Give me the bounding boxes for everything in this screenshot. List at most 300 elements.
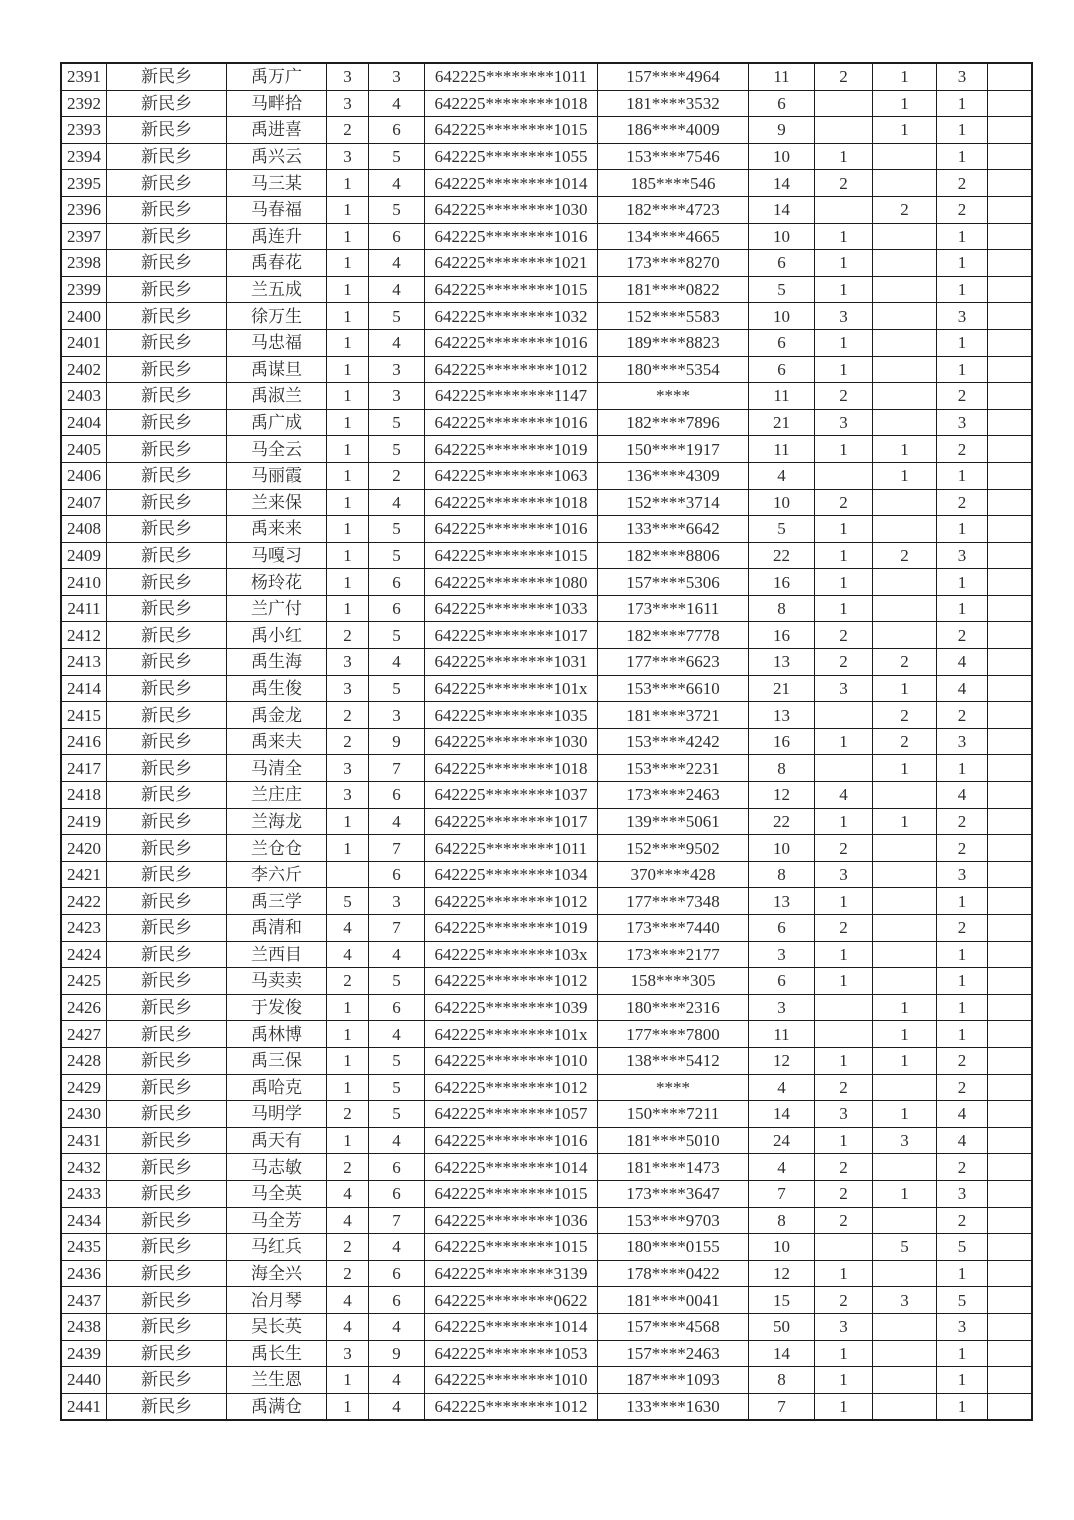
count-b-cell: 4 (369, 1313, 425, 1340)
value-2-cell: 1 (815, 436, 873, 463)
row-number-cell: 2426 (61, 994, 107, 1021)
township-cell: 新民乡 (107, 808, 227, 835)
value-3-cell (873, 303, 937, 330)
value-1-cell: 10 (749, 143, 815, 170)
row-number-cell: 2401 (61, 329, 107, 356)
value-1-cell: 4 (749, 1074, 815, 1101)
value-2-cell: 1 (815, 250, 873, 277)
township-cell: 新民乡 (107, 782, 227, 809)
value-4-cell: 1 (937, 1340, 988, 1367)
count-b-cell: 2 (369, 462, 425, 489)
value-3-cell (873, 782, 937, 809)
count-a-cell: 3 (327, 649, 369, 676)
row-number-cell: 2410 (61, 569, 107, 596)
phone-masked-cell: 186****4009 (598, 117, 749, 144)
count-b-cell: 4 (369, 329, 425, 356)
value-2-cell (815, 702, 873, 729)
phone-masked-cell: 370****428 (598, 861, 749, 888)
count-a-cell: 1 (327, 409, 369, 436)
blank-cell (988, 1207, 1033, 1234)
township-cell: 新民乡 (107, 462, 227, 489)
count-b-cell: 4 (369, 1367, 425, 1394)
table-row (61, 1287, 1032, 1314)
table-row (61, 915, 1032, 942)
row-number-cell: 2403 (61, 383, 107, 410)
id-number-masked-cell: 642225********1018 (425, 755, 598, 782)
township-cell: 新民乡 (107, 143, 227, 170)
value-1-cell: 10 (749, 303, 815, 330)
blank-cell (988, 649, 1033, 676)
id-number-masked-cell: 642225********1030 (425, 196, 598, 223)
value-4-cell: 1 (937, 1367, 988, 1394)
count-a-cell: 1 (327, 808, 369, 835)
row-number-cell: 2433 (61, 1180, 107, 1207)
table-row (61, 755, 1032, 782)
count-b-cell: 4 (369, 170, 425, 197)
count-a-cell: 4 (327, 1287, 369, 1314)
value-1-cell: 22 (749, 808, 815, 835)
count-b-cell: 5 (369, 436, 425, 463)
value-2-cell (815, 196, 873, 223)
row-number-cell: 2427 (61, 1021, 107, 1048)
table-row (61, 622, 1032, 649)
blank-cell (988, 1313, 1033, 1340)
township-cell: 新民乡 (107, 489, 227, 516)
count-a-cell: 5 (327, 888, 369, 915)
township-cell: 新民乡 (107, 675, 227, 702)
township-cell: 新民乡 (107, 1207, 227, 1234)
count-b-cell: 6 (369, 861, 425, 888)
id-number-masked-cell: 642225********1039 (425, 994, 598, 1021)
count-a-cell: 2 (327, 622, 369, 649)
id-number-masked-cell: 642225********1016 (425, 516, 598, 543)
count-b-cell: 4 (369, 1393, 425, 1420)
count-a-cell: 4 (327, 915, 369, 942)
table-row (61, 1207, 1032, 1234)
blank-cell (988, 1154, 1033, 1181)
value-4-cell: 2 (937, 196, 988, 223)
value-1-cell: 16 (749, 728, 815, 755)
phone-masked-cell: 152****9502 (598, 835, 749, 862)
phone-masked-cell: 157****4568 (598, 1313, 749, 1340)
id-number-masked-cell: 642225********1012 (425, 888, 598, 915)
count-a-cell: 1 (327, 516, 369, 543)
table-row (61, 994, 1032, 1021)
table-row (61, 356, 1032, 383)
value-3-cell (873, 383, 937, 410)
value-3-cell (873, 622, 937, 649)
township-cell: 新民乡 (107, 1313, 227, 1340)
phone-masked-cell: **** (598, 1074, 749, 1101)
value-1-cell: 7 (749, 1180, 815, 1207)
row-number-cell: 2412 (61, 622, 107, 649)
blank-cell (988, 835, 1033, 862)
township-cell: 新民乡 (107, 595, 227, 622)
value-3-cell: 1 (873, 1021, 937, 1048)
phone-masked-cell: 180****2316 (598, 994, 749, 1021)
count-b-cell: 5 (369, 143, 425, 170)
value-4-cell: 2 (937, 1047, 988, 1074)
blank-cell (988, 409, 1033, 436)
value-2-cell: 2 (815, 1074, 873, 1101)
table-row (61, 1127, 1032, 1154)
township-cell: 新民乡 (107, 1074, 227, 1101)
blank-cell (988, 1047, 1033, 1074)
blank-cell (988, 702, 1033, 729)
blank-cell (988, 1234, 1033, 1261)
blank-cell (988, 223, 1033, 250)
blank-cell (988, 782, 1033, 809)
value-4-cell: 1 (937, 462, 988, 489)
value-1-cell: 13 (749, 702, 815, 729)
value-4-cell: 2 (937, 702, 988, 729)
value-3-cell: 5 (873, 1234, 937, 1261)
value-1-cell: 3 (749, 941, 815, 968)
value-3-cell (873, 1154, 937, 1181)
value-4-cell: 1 (937, 250, 988, 277)
count-a-cell: 1 (327, 196, 369, 223)
person-name-cell: 禹春花 (227, 250, 327, 277)
table-row (61, 276, 1032, 303)
count-a-cell: 4 (327, 1207, 369, 1234)
id-number-masked-cell: 642225********1015 (425, 276, 598, 303)
phone-masked-cell: 180****5354 (598, 356, 749, 383)
value-4-cell: 3 (937, 728, 988, 755)
phone-masked-cell: 181****3532 (598, 90, 749, 117)
value-3-cell (873, 1393, 937, 1420)
value-1-cell: 11 (749, 436, 815, 463)
value-2-cell: 1 (815, 276, 873, 303)
value-4-cell: 4 (937, 1127, 988, 1154)
table-row (61, 489, 1032, 516)
person-name-cell: 禹哈克 (227, 1074, 327, 1101)
value-4-cell: 2 (937, 915, 988, 942)
value-3-cell (873, 968, 937, 995)
value-1-cell: 11 (749, 63, 815, 90)
person-name-cell: 禹生俊 (227, 675, 327, 702)
table-row (61, 675, 1032, 702)
value-2-cell: 3 (815, 861, 873, 888)
value-1-cell: 7 (749, 1393, 815, 1420)
value-4-cell: 2 (937, 170, 988, 197)
value-1-cell: 15 (749, 1287, 815, 1314)
count-a-cell: 1 (327, 595, 369, 622)
count-b-cell: 6 (369, 117, 425, 144)
blank-cell (988, 915, 1033, 942)
id-number-masked-cell: 642225********1018 (425, 90, 598, 117)
value-2-cell (815, 994, 873, 1021)
township-cell: 新民乡 (107, 90, 227, 117)
person-name-cell: 马嘎习 (227, 542, 327, 569)
township-cell: 新民乡 (107, 1234, 227, 1261)
phone-masked-cell: 153****7546 (598, 143, 749, 170)
township-cell: 新民乡 (107, 1393, 227, 1420)
value-4-cell: 1 (937, 276, 988, 303)
table-row (61, 1340, 1032, 1367)
person-name-cell: 兰西目 (227, 941, 327, 968)
value-3-cell: 1 (873, 462, 937, 489)
count-a-cell: 1 (327, 303, 369, 330)
count-b-cell: 5 (369, 675, 425, 702)
person-name-cell: 兰仓仓 (227, 835, 327, 862)
row-number-cell: 2432 (61, 1154, 107, 1181)
value-2-cell: 1 (815, 888, 873, 915)
value-3-cell: 1 (873, 63, 937, 90)
value-4-cell: 1 (937, 356, 988, 383)
person-name-cell: 禹金龙 (227, 702, 327, 729)
count-a-cell: 3 (327, 90, 369, 117)
count-a-cell: 1 (327, 835, 369, 862)
id-number-masked-cell: 642225********101x (425, 675, 598, 702)
table-row (61, 542, 1032, 569)
row-number-cell: 2416 (61, 728, 107, 755)
blank-cell (988, 90, 1033, 117)
count-a-cell: 2 (327, 728, 369, 755)
count-a-cell: 1 (327, 276, 369, 303)
table-row (61, 861, 1032, 888)
phone-masked-cell: 185****546 (598, 170, 749, 197)
table-row (61, 595, 1032, 622)
blank-cell (988, 675, 1033, 702)
value-4-cell: 2 (937, 436, 988, 463)
person-name-cell: 马畔拾 (227, 90, 327, 117)
table-row (61, 1393, 1032, 1420)
value-1-cell: 10 (749, 1234, 815, 1261)
count-a-cell: 1 (327, 383, 369, 410)
id-number-masked-cell: 642225********1010 (425, 1047, 598, 1074)
value-1-cell: 14 (749, 1101, 815, 1128)
id-number-masked-cell: 642225********1016 (425, 409, 598, 436)
township-cell: 新民乡 (107, 569, 227, 596)
value-2-cell: 1 (815, 595, 873, 622)
value-4-cell: 3 (937, 1313, 988, 1340)
count-b-cell: 6 (369, 1260, 425, 1287)
table-row (61, 383, 1032, 410)
table-row (61, 1260, 1032, 1287)
row-number-cell: 2421 (61, 861, 107, 888)
table-row (61, 782, 1032, 809)
person-name-cell: 禹天有 (227, 1127, 327, 1154)
township-cell: 新民乡 (107, 1260, 227, 1287)
value-1-cell: 8 (749, 1207, 815, 1234)
value-2-cell: 1 (815, 1127, 873, 1154)
value-2-cell: 2 (815, 63, 873, 90)
id-number-masked-cell: 642225********1016 (425, 1127, 598, 1154)
value-4-cell: 3 (937, 409, 988, 436)
blank-cell (988, 542, 1033, 569)
phone-masked-cell: 152****5583 (598, 303, 749, 330)
count-b-cell: 5 (369, 516, 425, 543)
value-3-cell (873, 276, 937, 303)
value-4-cell: 1 (937, 941, 988, 968)
table-row (61, 888, 1032, 915)
table-row (61, 329, 1032, 356)
blank-cell (988, 808, 1033, 835)
row-number-cell: 2400 (61, 303, 107, 330)
id-number-masked-cell: 642225********0622 (425, 1287, 598, 1314)
phone-masked-cell: 173****2463 (598, 782, 749, 809)
value-2-cell (815, 117, 873, 144)
phone-masked-cell: 181****0822 (598, 276, 749, 303)
table-row (61, 835, 1032, 862)
phone-masked-cell: 178****0422 (598, 1260, 749, 1287)
value-4-cell: 1 (937, 755, 988, 782)
value-4-cell: 1 (937, 968, 988, 995)
table-row (61, 462, 1032, 489)
blank-cell (988, 489, 1033, 516)
table-row (61, 436, 1032, 463)
person-name-cell: 禹万广 (227, 63, 327, 90)
value-3-cell (873, 861, 937, 888)
blank-cell (988, 196, 1033, 223)
count-a-cell: 3 (327, 675, 369, 702)
value-1-cell: 6 (749, 968, 815, 995)
count-a-cell: 1 (327, 569, 369, 596)
table-row (61, 941, 1032, 968)
township-cell: 新民乡 (107, 516, 227, 543)
phone-masked-cell: 153****6610 (598, 675, 749, 702)
value-2-cell: 1 (815, 728, 873, 755)
blank-cell (988, 861, 1033, 888)
count-b-cell: 4 (369, 1234, 425, 1261)
township-cell: 新民乡 (107, 861, 227, 888)
table-row (61, 196, 1032, 223)
id-number-masked-cell: 642225********1014 (425, 1154, 598, 1181)
value-1-cell: 50 (749, 1313, 815, 1340)
value-3-cell: 3 (873, 1287, 937, 1314)
row-number-cell: 2439 (61, 1340, 107, 1367)
value-3-cell (873, 1207, 937, 1234)
row-number-cell: 2422 (61, 888, 107, 915)
phone-masked-cell: 157****5306 (598, 569, 749, 596)
blank-cell (988, 622, 1033, 649)
value-1-cell: 16 (749, 622, 815, 649)
count-b-cell: 4 (369, 1021, 425, 1048)
township-cell: 新民乡 (107, 1367, 227, 1394)
table-row (61, 303, 1032, 330)
person-name-cell: 禹淑兰 (227, 383, 327, 410)
blank-cell (988, 1260, 1033, 1287)
count-b-cell: 5 (369, 1101, 425, 1128)
table-row (61, 1234, 1032, 1261)
table-row (61, 1180, 1032, 1207)
value-1-cell: 11 (749, 383, 815, 410)
blank-cell (988, 329, 1033, 356)
township-cell: 新民乡 (107, 1154, 227, 1181)
person-name-cell: 禹连升 (227, 223, 327, 250)
count-b-cell: 4 (369, 90, 425, 117)
person-name-cell: 禹来夫 (227, 728, 327, 755)
row-number-cell: 2404 (61, 409, 107, 436)
table-row (61, 1367, 1032, 1394)
blank-cell (988, 462, 1033, 489)
value-1-cell: 6 (749, 90, 815, 117)
row-number-cell: 2419 (61, 808, 107, 835)
row-number-cell: 2425 (61, 968, 107, 995)
table-row (61, 1101, 1032, 1128)
blank-cell (988, 1127, 1033, 1154)
count-b-cell: 6 (369, 569, 425, 596)
id-number-masked-cell: 642225********101x (425, 1021, 598, 1048)
person-name-cell: 兰来保 (227, 489, 327, 516)
value-2-cell: 3 (815, 675, 873, 702)
blank-cell (988, 516, 1033, 543)
id-number-masked-cell: 642225********1012 (425, 1074, 598, 1101)
township-cell: 新民乡 (107, 303, 227, 330)
row-number-cell: 2420 (61, 835, 107, 862)
count-a-cell: 1 (327, 1074, 369, 1101)
value-4-cell: 1 (937, 143, 988, 170)
row-number-cell: 2396 (61, 196, 107, 223)
row-number-cell: 2415 (61, 702, 107, 729)
blank-cell (988, 595, 1033, 622)
value-2-cell: 4 (815, 782, 873, 809)
value-2-cell: 2 (815, 489, 873, 516)
count-a-cell: 1 (327, 994, 369, 1021)
id-number-masked-cell: 642225********103x (425, 941, 598, 968)
id-number-masked-cell: 642225********1033 (425, 595, 598, 622)
value-3-cell: 1 (873, 1101, 937, 1128)
count-b-cell: 5 (369, 1047, 425, 1074)
value-1-cell: 10 (749, 489, 815, 516)
table-row (61, 808, 1032, 835)
row-number-cell: 2408 (61, 516, 107, 543)
value-1-cell: 21 (749, 409, 815, 436)
person-name-cell: 马全云 (227, 436, 327, 463)
township-cell: 新民乡 (107, 196, 227, 223)
value-1-cell: 4 (749, 462, 815, 489)
blank-cell (988, 170, 1033, 197)
table-row (61, 1154, 1032, 1181)
value-2-cell: 1 (815, 223, 873, 250)
count-a-cell: 3 (327, 782, 369, 809)
value-2-cell: 3 (815, 1101, 873, 1128)
blank-cell (988, 356, 1033, 383)
blank-cell (988, 728, 1033, 755)
phone-masked-cell: 153****4242 (598, 728, 749, 755)
township-cell: 新民乡 (107, 63, 227, 90)
row-number-cell: 2405 (61, 436, 107, 463)
value-2-cell: 2 (815, 649, 873, 676)
value-4-cell: 1 (937, 329, 988, 356)
row-number-cell: 2398 (61, 250, 107, 277)
count-a-cell: 1 (327, 462, 369, 489)
value-2-cell: 1 (815, 516, 873, 543)
value-3-cell: 1 (873, 436, 937, 463)
phone-masked-cell: 153****9703 (598, 1207, 749, 1234)
count-b-cell: 5 (369, 196, 425, 223)
value-4-cell: 1 (937, 595, 988, 622)
id-number-masked-cell: 642225********1011 (425, 835, 598, 862)
phone-masked-cell: 182****4723 (598, 196, 749, 223)
value-4-cell: 2 (937, 808, 988, 835)
id-number-masked-cell: 642225********1030 (425, 728, 598, 755)
township-cell: 新民乡 (107, 835, 227, 862)
township-cell: 新民乡 (107, 409, 227, 436)
blank-cell (988, 941, 1033, 968)
value-2-cell: 1 (815, 1047, 873, 1074)
value-1-cell: 13 (749, 649, 815, 676)
value-4-cell: 1 (937, 1021, 988, 1048)
blank-cell (988, 303, 1033, 330)
table-row (61, 1313, 1032, 1340)
count-a-cell: 2 (327, 968, 369, 995)
row-number-cell: 2435 (61, 1234, 107, 1261)
phone-masked-cell: 173****1611 (598, 595, 749, 622)
count-b-cell: 4 (369, 941, 425, 968)
value-1-cell: 10 (749, 835, 815, 862)
count-a-cell: 1 (327, 329, 369, 356)
